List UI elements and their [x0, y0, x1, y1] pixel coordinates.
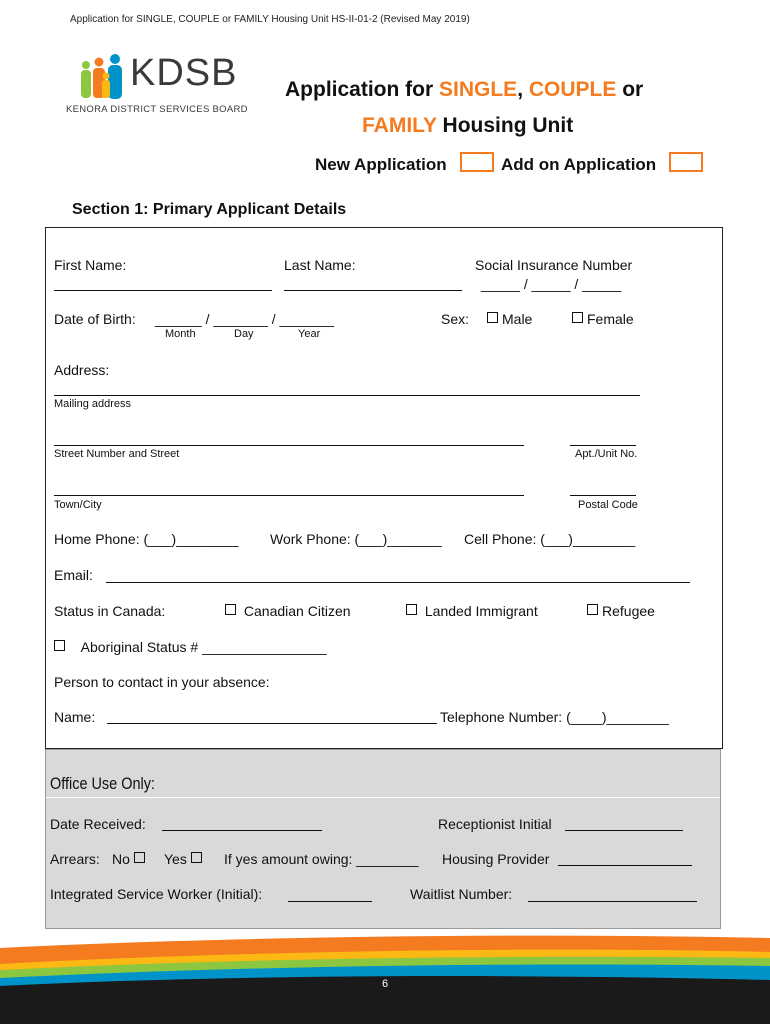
form-title-line2 [362, 114, 573, 138]
arrears-yes-label: Yes [164, 851, 187, 867]
female-label: Female [587, 311, 634, 327]
arrears-label: Arrears: [50, 851, 100, 867]
male-checkbox[interactable] [487, 312, 498, 323]
amount-owing-field[interactable]: If yes amount owing: ________ [224, 851, 419, 867]
status-citizen-option[interactable] [225, 603, 351, 619]
status-refugee-option[interactable] [587, 603, 655, 619]
street-caption: Street Number and Street [54, 448, 180, 460]
landed-label: Landed Immigrant [424, 603, 538, 619]
housing-provider-label: Housing Provider [442, 851, 550, 867]
family-figures-icon [72, 52, 132, 102]
title-family: FAMILY [362, 114, 437, 137]
new-application-checkbox[interactable] [460, 152, 494, 172]
apt-caption: Apt./Unit No. [575, 448, 638, 460]
aboriginal-option[interactable] [54, 639, 327, 655]
status-label: Status in Canada: [54, 603, 166, 619]
first-name-field[interactable] [54, 290, 272, 291]
arrears-no-checkbox[interactable] [134, 852, 145, 863]
title-single: SINGLE [439, 78, 518, 101]
town-caption: Town/City [54, 499, 102, 511]
date-received-label: Date Received: [50, 816, 146, 832]
form-title-line1 [285, 78, 643, 102]
title-suffix: Housing Unit [436, 114, 574, 137]
date-received-field[interactable] [162, 830, 322, 831]
male-label: Male [502, 311, 533, 327]
waitlist-label: Waitlist Number: [410, 886, 513, 902]
postal-field[interactable] [570, 495, 636, 496]
logo-subtitle: KENORA DISTRICT SERVICES BOARD [66, 104, 248, 115]
refugee-checkbox[interactable] [587, 604, 598, 615]
sin-field[interactable]: _____ / _____ / _____ [481, 276, 622, 292]
arrears-yes-checkbox[interactable] [191, 852, 202, 863]
title-couple: COUPLE [528, 78, 617, 101]
mailing-address-field[interactable] [54, 395, 640, 396]
sex-label: Sex: [441, 311, 470, 327]
contact-name-field[interactable] [107, 723, 437, 724]
title-prefix: Application for [285, 78, 439, 101]
aboriginal-checkbox[interactable] [54, 640, 65, 651]
receptionist-label: Receptionist Initial [438, 816, 552, 832]
application-type-row [315, 155, 447, 175]
aboriginal-label: Aboriginal Status # ________________ [80, 639, 327, 655]
title-comma: , [517, 78, 529, 101]
home-phone-field[interactable]: Home Phone: (___)________ [54, 531, 239, 547]
housing-provider-field[interactable] [558, 865, 692, 866]
section-1-heading: Section 1: Primary Applicant Details [72, 201, 347, 218]
add-on-application-checkbox[interactable] [669, 152, 703, 172]
receptionist-field[interactable] [565, 830, 683, 831]
isw-field[interactable] [288, 901, 372, 902]
title-or: or [616, 78, 644, 101]
mailing-address-caption: Mailing address [54, 398, 132, 410]
landed-checkbox[interactable] [406, 604, 417, 615]
page-number: 6 [381, 978, 389, 990]
logo-wordmark: KDSB [130, 52, 238, 94]
dob-field[interactable]: ______ / _______ / _______ [155, 311, 335, 327]
arrears-yes-option[interactable] [164, 851, 206, 867]
dob-label: Date of Birth: [54, 311, 136, 327]
dob-month-label: Month [165, 328, 196, 340]
email-label: Email: [54, 567, 93, 583]
arrears-no-option[interactable] [112, 851, 149, 867]
isw-label: Integrated Service Worker (Initial): [50, 886, 263, 902]
sex-female-option[interactable] [572, 311, 634, 327]
apt-field[interactable] [570, 445, 636, 446]
street-field[interactable] [54, 445, 524, 446]
sex-male-option[interactable] [487, 311, 532, 327]
add-on-application-label: Add on Application [501, 155, 657, 174]
town-field[interactable] [54, 495, 524, 496]
address-label: Address: [54, 362, 110, 378]
female-checkbox[interactable] [572, 312, 583, 323]
postal-caption: Postal Code [578, 499, 638, 511]
last-name-label: Last Name: [284, 257, 356, 273]
citizen-label: Canadian Citizen [243, 603, 351, 619]
sin-label: Social Insurance Number [475, 257, 633, 273]
waitlist-field[interactable] [528, 901, 697, 902]
document-header: Application for SINGLE, COUPLE or FAMILY Housing Unit HS-II-01-2 (Revised May 2019) [70, 14, 470, 25]
contact-telephone-field[interactable]: Telephone Number: (____)________ [440, 709, 669, 725]
contact-name-label: Name: [54, 709, 96, 725]
dob-day-label: Day [234, 328, 254, 340]
new-application-label: New Application [315, 155, 447, 174]
office-use-title: Office Use Only: [50, 774, 155, 793]
dob-year-label: Year [298, 328, 321, 340]
footer-wave-graphic [0, 930, 770, 1024]
last-name-field[interactable] [284, 290, 462, 291]
office-divider [46, 797, 720, 798]
primary-applicant-box [45, 227, 723, 749]
cell-phone-field[interactable]: Cell Phone: (___)________ [464, 531, 636, 547]
refugee-label: Refugee [602, 603, 655, 619]
contact-label: Person to contact in your absence: [54, 674, 270, 690]
arrears-no-label: No [112, 851, 130, 867]
kdsb-logo [66, 52, 252, 122]
status-landed-option[interactable] [406, 603, 538, 619]
first-name-label: First Name: [54, 257, 127, 273]
email-field[interactable] [106, 582, 690, 583]
citizen-checkbox[interactable] [225, 604, 236, 615]
work-phone-field[interactable]: Work Phone: (___)_______ [270, 531, 442, 547]
